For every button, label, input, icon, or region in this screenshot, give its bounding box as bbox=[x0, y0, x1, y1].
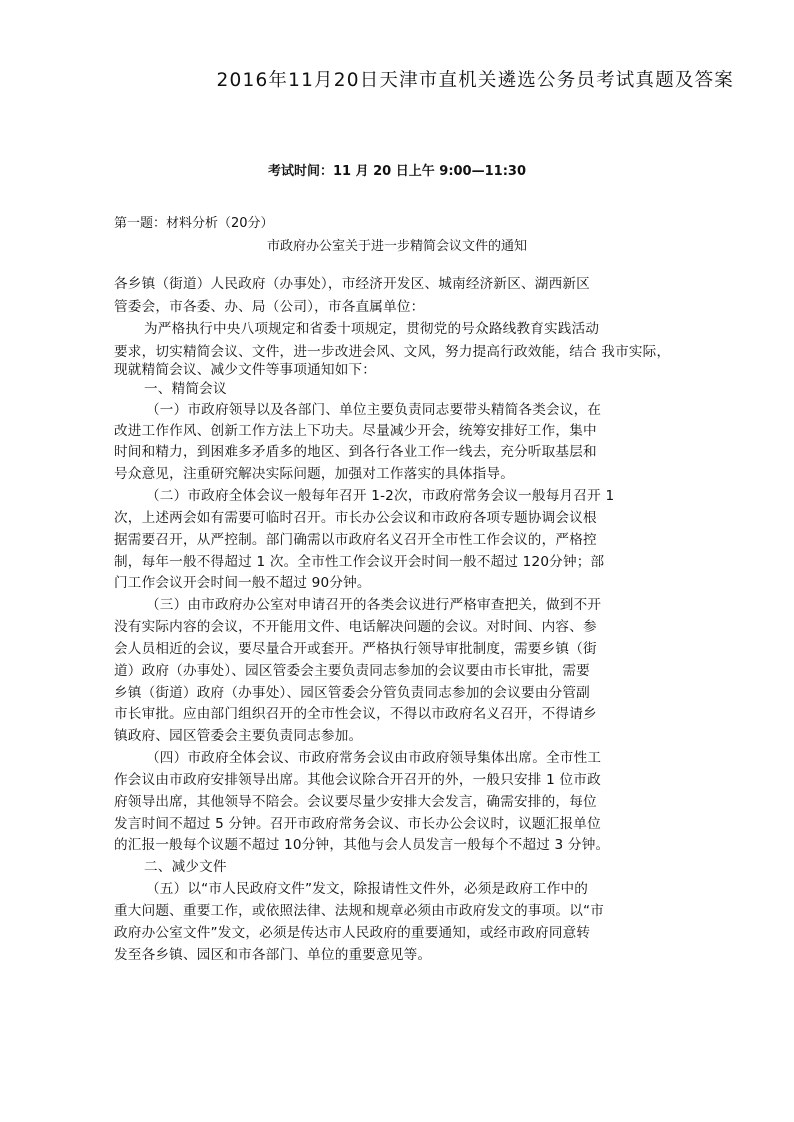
body-line: 制，每年一般不得超过 1 次。全市性工作会议开会时间一般不超过 120分钟；部 bbox=[114, 554, 605, 570]
body-line: 现就精简会议、减少文件等事项通知如下： bbox=[114, 362, 377, 378]
body-line: 政府办公室文件”发文，必须是传达市人民政府的重要通知，或经市政府同意转 bbox=[114, 925, 591, 941]
body-line: 时间和精力，到困难多矛盾多的地区、到各行各业工作一线去，充分听取基层和 bbox=[114, 444, 597, 460]
body-line: 次，上述两会如有需要可临时召开。市长办公会议和市政府各项专题协调会议根 bbox=[114, 510, 597, 526]
body-line: 的汇报一般每个议题不超过 10分钟，其他与会人员发言一般每个不超过 3 分钟。 bbox=[114, 837, 610, 853]
exam-time: 考试时间：11 月 20 日上午 9:00—11:30 bbox=[267, 164, 526, 179]
page-title: 2016年11月20日天津市直机关遴选公务员考试真题及答案 bbox=[216, 70, 734, 91]
notice-title: 市政府办公室关于进一步精简会议文件的通知 bbox=[266, 239, 527, 254]
body-line: 发言时间不超过 5 分钟。召开市政府常务会议、市长办公会议时，议题汇报单位 bbox=[114, 816, 601, 832]
body-line: （四）市政府全体会议、市政府常务会议由市政府领导集体出席。全市性工 bbox=[146, 750, 602, 766]
body-line: 发至各乡镇、园区和市各部门、单位的重要意见等。 bbox=[114, 947, 432, 963]
body-line: 各乡镇（街道）人民政府（办事处），市经济开发区、城南经济新区、湖西新区 bbox=[114, 276, 590, 292]
body-line: 会人员相近的会议，要尽量合开或套开。严格执行领导审批制度，需要乡镇（街 bbox=[114, 641, 597, 657]
body-line: 道）政府（办事处）、园区管委会主要负责同志参加的会议要由市长审批，需要 bbox=[114, 663, 590, 679]
body-line: 镇政府、园区管委会主要负责同志参加。 bbox=[114, 728, 363, 744]
body-line: 管委会，市各委、办、局（公司），市各直属单位： bbox=[114, 299, 425, 315]
body-line: 没有实际内容的会议，不开能用文件、电话解决问题的会议。对时间、内容、参 bbox=[114, 619, 597, 635]
body-line: （五）以“市人民政府文件”发文，除报请性文件外，必须是政府工作中的 bbox=[146, 881, 589, 897]
body-line: 据需要召开，从严控制。部门确需以市政府名义召开全市性工作会议的，严格控 bbox=[114, 532, 597, 548]
body-line: 乡镇（街道）政府（办事处）、园区管委会分管负责同志参加的会议要由分管副 bbox=[114, 685, 590, 701]
body-line: 作会议由市政府安排领导出席。其他会议除合开召开的外，一般只安排 1 位市政 bbox=[114, 772, 601, 788]
section-heading: 二、减少文件 bbox=[144, 859, 227, 875]
body-line: 号众意见，注重研究解决实际问题，加强对工作落实的具体指导。 bbox=[114, 466, 515, 482]
body-line: （二）市政府全体会议一般每年召开 1-2次，市政府常务会议一般每月召开 1 bbox=[146, 488, 615, 504]
body-line: 改进工作作风、创新工作方法上下功夫。尽量减少开会，统筹安排好工作，集中 bbox=[114, 423, 597, 439]
body-line: 要求，切实精简会议、文件，进一步改进会风、文风，努力提高行政效能，结合 我市实际， bbox=[114, 344, 671, 360]
section-heading: 一、精简会议 bbox=[144, 381, 227, 397]
body-line: 市长审批。应由部门组织召开的全市性会议，不得以市政府名义召开，不得请乡 bbox=[114, 706, 597, 722]
body-line: 重大问题、重要工作，或依照法律、法规和规章必须由市政府发文的事项。以“市 bbox=[114, 903, 605, 919]
body-line: （一）市政府领导以及各部门、单位主要负责同志要带头精简各类会议，在 bbox=[146, 402, 602, 418]
question-label: 第一题：材料分析（20分） bbox=[114, 216, 274, 231]
body-line: 府领导出席，其他领导不陪会。会议要尽量少安排大会发言，确需安排的，每位 bbox=[114, 794, 597, 810]
body-line: （三）由市政府办公室对申请召开的各类会议进行严格审查把关，做到不开 bbox=[146, 597, 602, 613]
body-line: 门工作会议开会时间一般不超过 90分钟。 bbox=[114, 575, 371, 591]
body-line: 为严格执行中央八项规定和省委十项规定，贯彻党的号众路线教育实践活动 bbox=[144, 321, 600, 337]
